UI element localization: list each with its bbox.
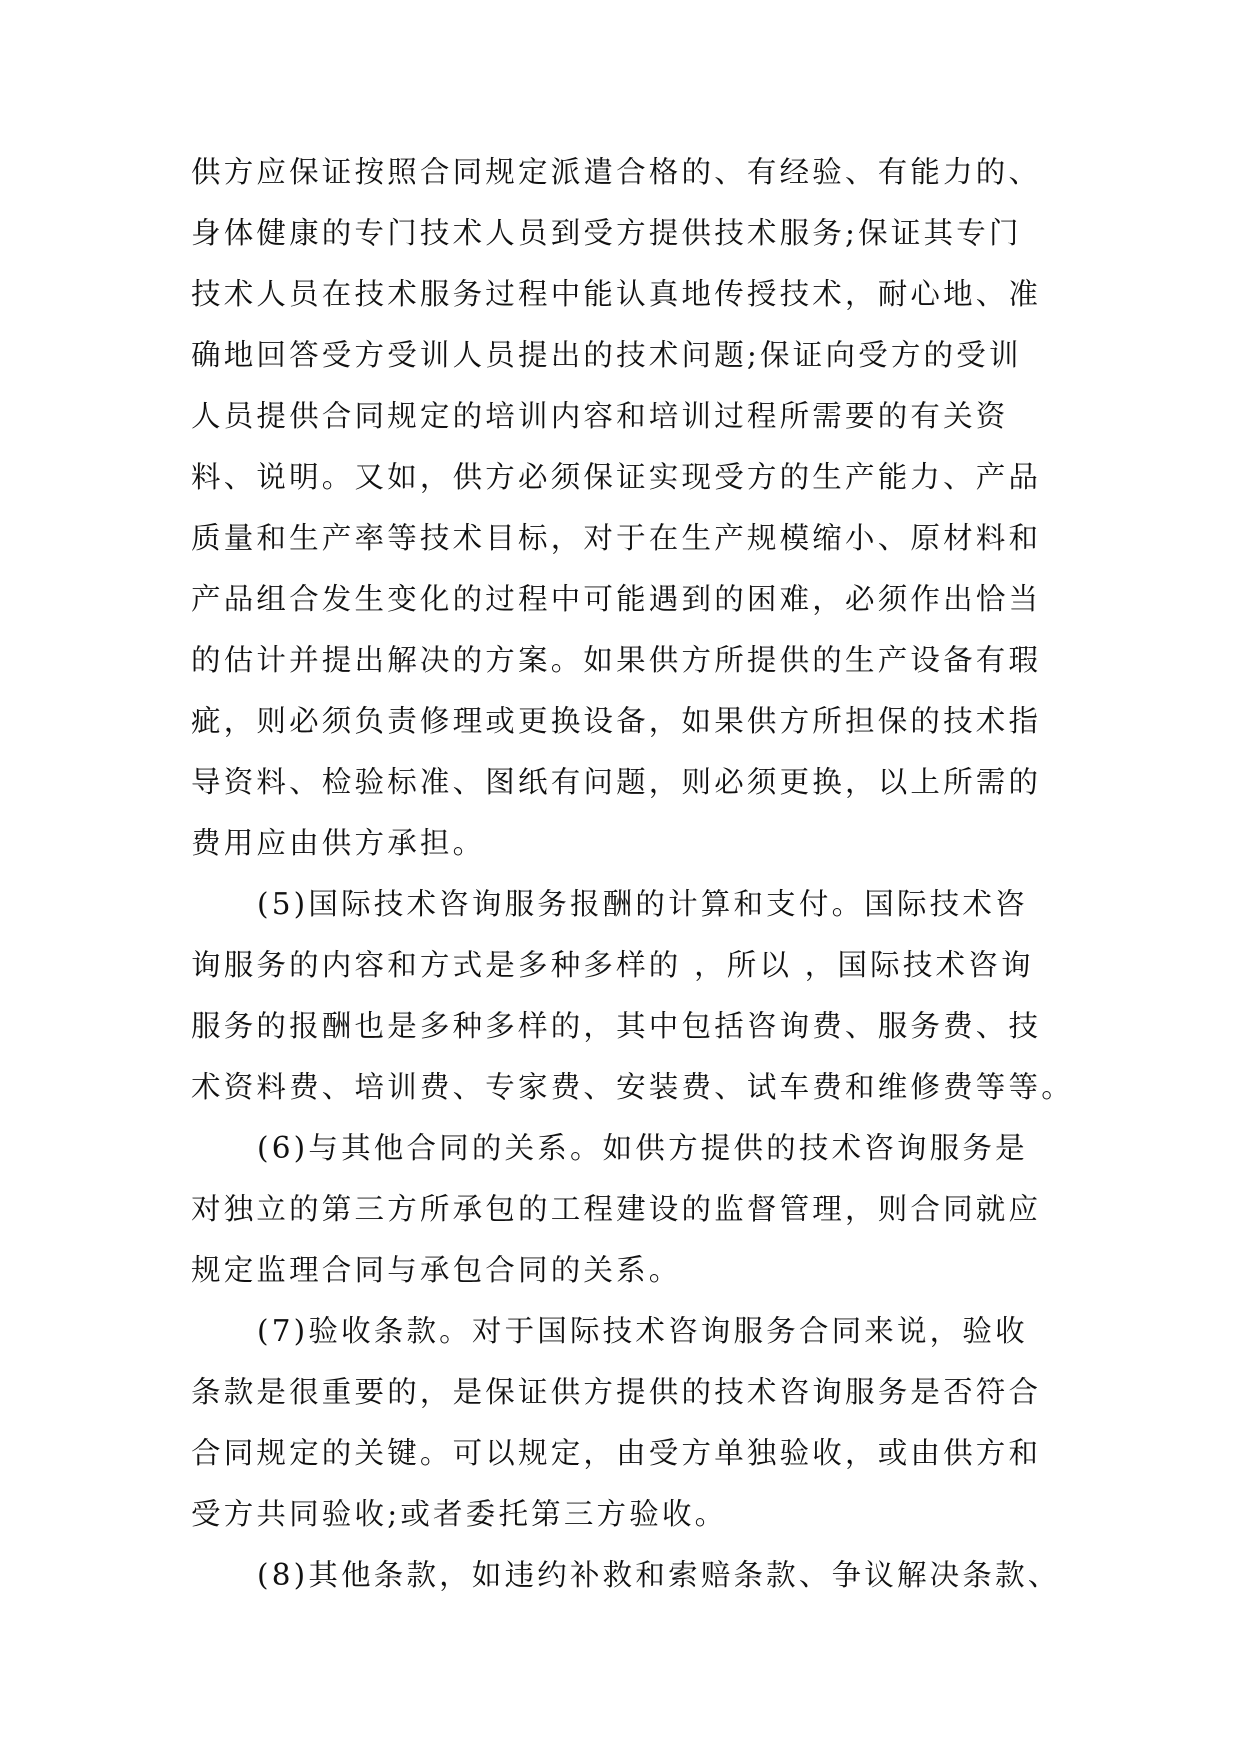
text-line: 合同规定的关键。可以规定，由受方单独验收，或由供方和 [191, 1436, 1042, 1470]
text-line: 疵，则必须负责修理或更换设备，如果供方所担保的技术指 [191, 704, 1042, 738]
text-line: 供方应保证按照合同规定派遣合格的、有经验、有能力的、 [191, 155, 1042, 189]
text-line: 料、说明。又如，供方必须保证实现受方的生产能力、产品 [191, 460, 1042, 494]
paragraph-5-first-line: (5)国际技术咨询服务报酬的计算和支付。国际技术咨 [257, 887, 1028, 921]
text-line: 费用应由供方承担。 [191, 826, 486, 860]
text-line: 产品组合发生变化的过程中可能遇到的困难，必须作出恰当 [191, 582, 1042, 616]
text-line: 受方共同验收;或者委托第三方验收。 [191, 1497, 728, 1531]
text-line: 质量和生产率等技术目标，对于在生产规模缩小、原材料和 [191, 521, 1042, 555]
paragraph-8-first-line: (8)其他条款，如违约补救和索赔条款、争议解决条款、 [257, 1558, 1061, 1592]
text-line: 服务的报酬也是多种多样的，其中包括咨询费、服务费、技 [191, 1009, 1042, 1043]
paragraph-6-first-line: (6)与其他合同的关系。如供方提供的技术咨询服务是 [257, 1131, 1028, 1165]
text-line: 导资料、检验标准、图纸有问题，则必须更换，以上所需的 [191, 765, 1042, 799]
text-line: 规定监理合同与承包合同的关系。 [191, 1253, 682, 1287]
text-line: 身体健康的专门技术人员到受方提供技术服务;保证其专门 [191, 216, 1022, 250]
text-line: 的估计并提出解决的方案。如果供方所提供的生产设备有瑕 [191, 643, 1042, 677]
text-line: 对独立的第三方所承包的工程建设的监督管理，则合同就应 [191, 1192, 1042, 1226]
text-line: 条款是很重要的，是保证供方提供的技术咨询服务是否符合 [191, 1375, 1042, 1409]
text-line: 询服务的内容和方式是多种多样的 ，所以 ，国际技术咨询 [191, 948, 1034, 982]
text-line: 确地回答受方受训人员提出的技术问题;保证向受方的受训 [191, 338, 1022, 372]
text-line: 人员提供合同规定的培训内容和培训过程所需要的有关资 [191, 399, 1009, 433]
text-line: 技术人员在技术服务过程中能认真地传授技术，耐心地、准 [191, 277, 1042, 311]
text-line: 术资料费、培训费、专家费、安装费、试车费和维修费等等。 [191, 1070, 1074, 1104]
paragraph-7-first-line: (7)验收条款。对于国际技术咨询服务合同来说，验收 [257, 1314, 1028, 1348]
